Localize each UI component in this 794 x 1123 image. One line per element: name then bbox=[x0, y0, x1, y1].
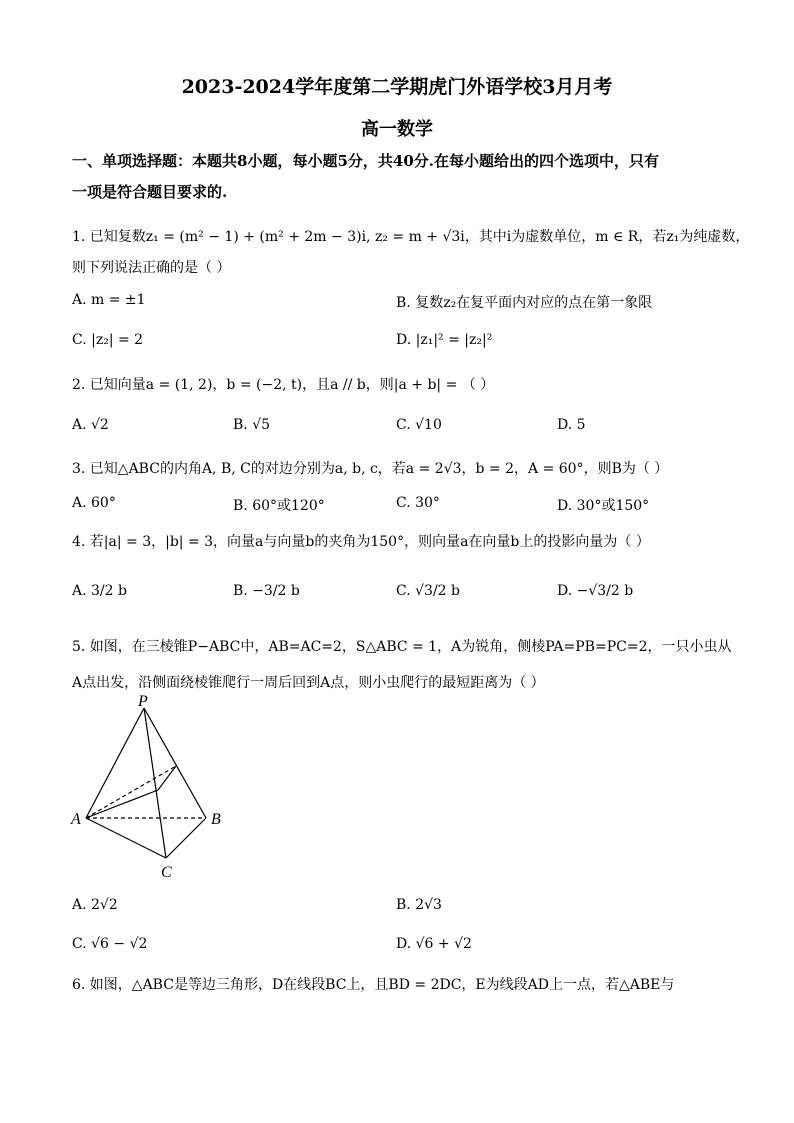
edge-ac bbox=[86, 818, 166, 858]
exam-subtitle: 高一数学 bbox=[361, 119, 433, 140]
question-1-option-c: C. |z₂| = 2 bbox=[72, 332, 144, 348]
question-4-option-b: B. −3/2 b bbox=[233, 583, 300, 599]
question-4-option-a: A. 3/2 b bbox=[72, 583, 127, 599]
question-1-stem: 1. 已知复数z₁ = (m² − 1) + (m² + 2m − 3)i, z₂ = m + √3i，其中i为虚数单位，m ∈ R，若z₁为纯虚数， bbox=[72, 229, 750, 245]
question-5-option-d: D. √6 + √2 bbox=[396, 936, 472, 952]
question-5-stem: 5. 如图，在三棱锥P−ABC中，AB=AC=2，S△ABC = 1，A为锐角，侧棱PA=PB=PC=2，一只小虫从 bbox=[72, 639, 732, 655]
question-5-stem-cont: A点出发，沿侧面绕棱锥爬行一周后回到A点，则小虫爬行的最短距离为（ ） bbox=[72, 675, 545, 691]
edge-pb bbox=[144, 708, 206, 818]
edge-cb bbox=[166, 818, 206, 858]
vertex-label-b: B bbox=[211, 811, 221, 828]
exam-title: 2023-2024学年度第二学期虎门外语学校3月月考 bbox=[181, 76, 613, 98]
edge-pa bbox=[86, 708, 144, 818]
question-2-option-c: C. √10 bbox=[396, 417, 442, 433]
vertex-label-c: C bbox=[161, 864, 172, 881]
question-1-stem-cont: 则下列说法正确的是（ ） bbox=[72, 260, 231, 276]
question-3-option-b: B. 60°或120° bbox=[233, 498, 325, 514]
question-4-option-c: C. √3/2 b bbox=[396, 583, 460, 599]
question-2-option-b: B. √5 bbox=[233, 417, 271, 433]
vertex-label-p: P bbox=[138, 694, 148, 710]
question-5-option-b: B. 2√3 bbox=[396, 897, 442, 913]
question-1-option-a: A. m = ±1 bbox=[72, 292, 146, 308]
question-2-option-a: A. √2 bbox=[72, 417, 109, 433]
path-front bbox=[86, 790, 158, 818]
section-heading-line2: 一项是符合题目要求的. bbox=[72, 183, 228, 201]
section-heading-line1: 一、单项选择题：本题共8小题，每小题5分，共40分.在每小题给出的四个选项中，只有 bbox=[72, 152, 659, 170]
question-4-option-d: D. −√3/2 b bbox=[557, 583, 634, 599]
question-3-option-a: A. 60° bbox=[72, 495, 116, 511]
question-1-option-d: D. |z₁|² = |z₂|² bbox=[396, 332, 493, 348]
question-2-stem: 2. 已知向量a = (1, 2)，b = (−2, t)，且a // b，则|a + b| = （ ） bbox=[72, 377, 495, 393]
question-6-stem: 6. 如图，△ABC是等边三角形，D在线段BC上，且BD = 2DC，E为线段AD上一点，若△ABE与 bbox=[72, 977, 675, 993]
question-3-option-d: D. 30°或150° bbox=[557, 498, 650, 514]
question-1-option-b: B. 复数z₂在复平面内对应的点在第一象限 bbox=[396, 295, 653, 311]
question-3-stem: 3. 已知△ABC的内角A, B, C的对边分别为a, b, c，若a = 2√3，b = 2，A = 60°，则B为（ ） bbox=[72, 461, 669, 477]
question-3-option-c: C. 30° bbox=[396, 495, 440, 511]
question-5-option-a: A. 2√2 bbox=[72, 897, 118, 913]
question-4-stem: 4. 若|a| = 3，|b| = 3，向量a与向量b的夹角为150°，则向量a在向量b上的投影向量为（ ） bbox=[72, 534, 650, 550]
tetrahedron-figure bbox=[66, 694, 236, 884]
path-front-2 bbox=[158, 766, 176, 790]
question-5-option-c: C. √6 − √2 bbox=[72, 936, 148, 952]
question-2-option-d: D. 5 bbox=[557, 417, 586, 433]
vertex-label-a: A bbox=[71, 811, 81, 828]
